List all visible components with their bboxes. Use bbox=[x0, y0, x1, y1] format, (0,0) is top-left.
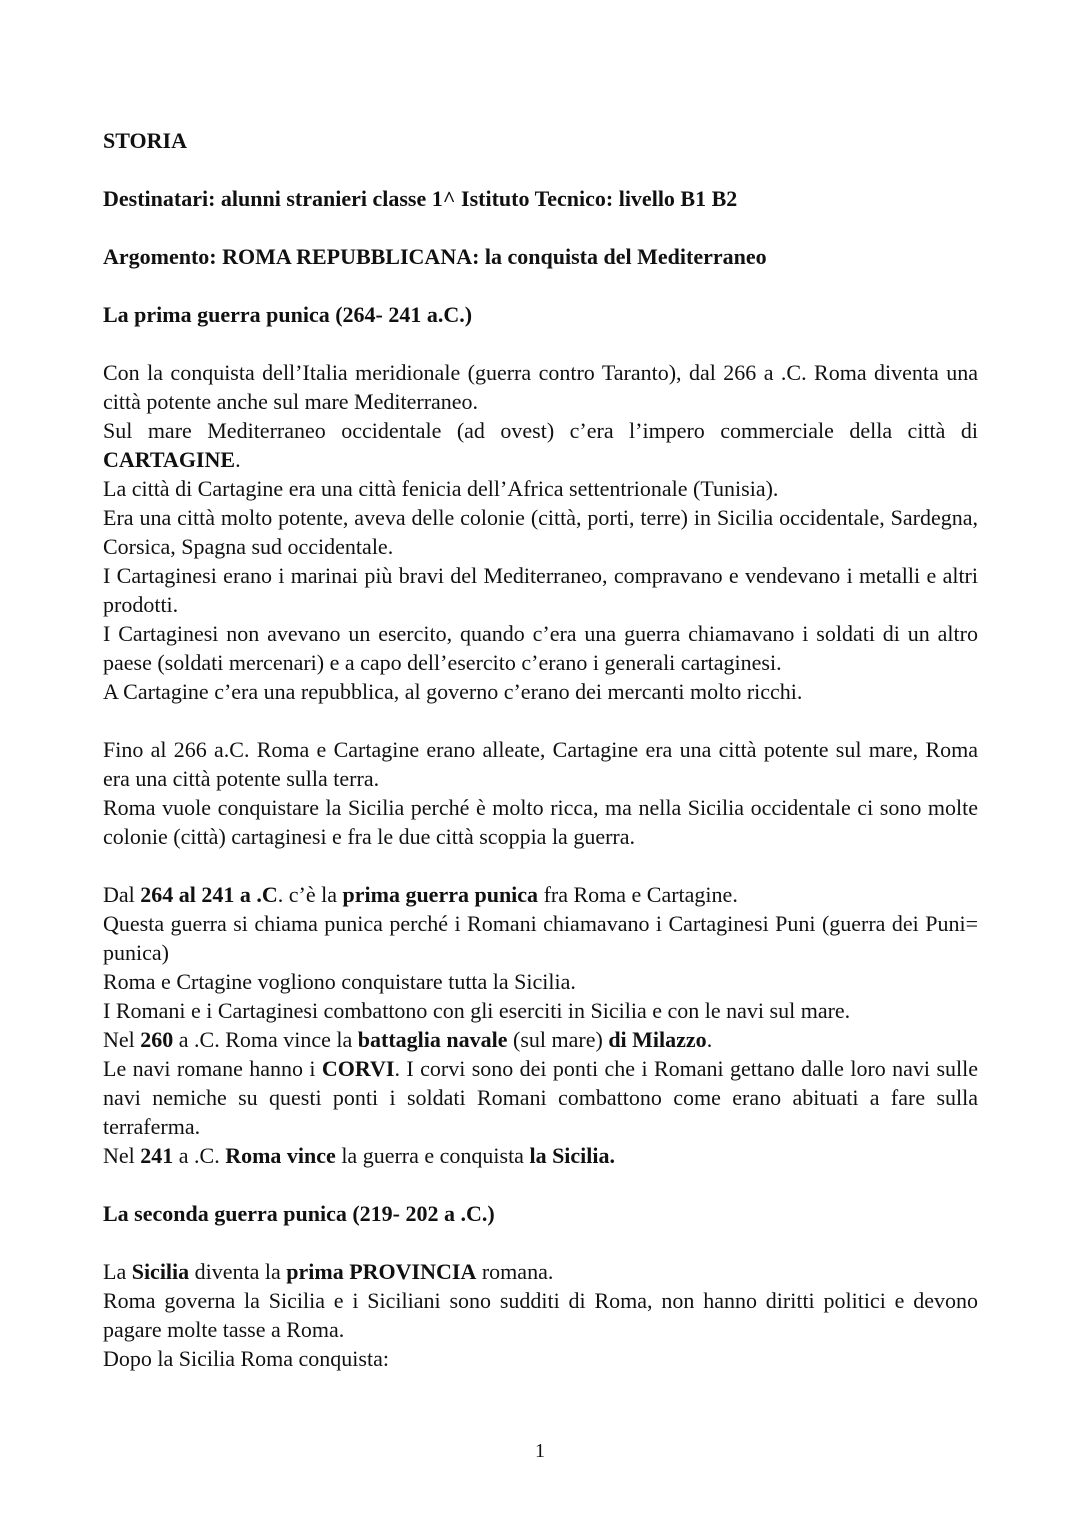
section-heading-second-punic-war: La seconda guerra punica (219- 202 a .C.) bbox=[103, 1201, 495, 1226]
bold-text-run: prima guerra punica bbox=[342, 882, 539, 907]
paragraph bbox=[103, 1286, 978, 1344]
text-run: I Cartaginesi erano i marinai più bravi del Mediterraneo, compravano e vendevano i metalli e altri prodotti. bbox=[103, 563, 978, 617]
text-run: La città di Cartagine era una città fenicia dell’Africa settentrionale (Tunisia). bbox=[103, 476, 779, 501]
bold-text-run: la Sicilia. bbox=[529, 1143, 616, 1168]
paragraph bbox=[103, 358, 978, 416]
paragraph bbox=[103, 474, 978, 503]
text-run: La bbox=[103, 1259, 132, 1284]
paragraph bbox=[103, 1257, 978, 1286]
paragraph bbox=[103, 735, 978, 793]
bold-text-run: Sicilia bbox=[131, 1259, 190, 1284]
text-run: Nel bbox=[103, 1027, 141, 1052]
paragraph-block-2 bbox=[103, 735, 978, 851]
text-run: a .C. bbox=[173, 1143, 226, 1168]
text-run: I Cartaginesi non avevano un esercito, quando c’era una guerra chiamavano i soldati di un altro paese (soldati mercenari) e a capo dell’esercito c’erano i generali cartaginesi. bbox=[103, 621, 978, 675]
text-run: . I corvi sono dei ponti che i Romani gettano dalle loro navi sulle navi nemiche su questi ponti i soldati Romani combattono come erano abituati a fare sulla terraferma. bbox=[103, 1056, 978, 1139]
text-run: diventa la bbox=[189, 1259, 287, 1284]
text-run: a .C. Roma vince la bbox=[173, 1027, 358, 1052]
paragraph-block-3 bbox=[103, 880, 978, 1170]
text-run: A Cartagine c’era una repubblica, al governo c’erano dei mercanti molto ricchi. bbox=[103, 679, 803, 704]
paragraph bbox=[103, 1054, 978, 1141]
paragraph bbox=[103, 561, 978, 619]
bold-text-run: di Milazzo bbox=[608, 1027, 707, 1052]
text-run: Roma governa la Sicilia e i Siciliani sono sudditi di Roma, non hanno diritti politici e devono pagare molte tasse a Roma. bbox=[103, 1288, 978, 1342]
paragraph bbox=[103, 1141, 978, 1170]
paragraph bbox=[103, 619, 978, 677]
paragraph bbox=[103, 909, 978, 967]
paragraph bbox=[103, 1344, 978, 1373]
document-content bbox=[103, 126, 978, 1373]
text-run: Questa guerra si chiama punica perché i Romani chiamavano i Cartaginesi Puni (guerra dei Puni= punica) bbox=[103, 911, 978, 965]
text-run: Dal bbox=[103, 882, 141, 907]
bold-text-run: CARTAGINE bbox=[103, 447, 236, 472]
paragraph bbox=[103, 967, 978, 996]
text-run: Nel bbox=[103, 1143, 141, 1168]
bold-text-run: 241 bbox=[140, 1143, 174, 1168]
text-run: Sul mare Mediterraneo occidentale (ad ovest) c’era l’impero commerciale della città di bbox=[103, 418, 978, 443]
text-run: . bbox=[235, 447, 241, 472]
text-run: Le navi romane hanno i bbox=[103, 1056, 322, 1081]
text-run: Roma e Crtagine vogliono conquistare tutta la Sicilia. bbox=[103, 969, 576, 994]
section-heading-first-punic-war: La prima guerra punica (264- 241 a.C.) bbox=[103, 302, 473, 327]
paragraph bbox=[103, 880, 978, 909]
bold-text-run: prima PROVINCIA bbox=[286, 1259, 477, 1284]
paragraph bbox=[103, 503, 978, 561]
page-number: 1 bbox=[535, 1440, 545, 1462]
bold-text-run: CORVI bbox=[321, 1056, 395, 1081]
bold-text-run: Roma vince bbox=[225, 1143, 336, 1168]
paragraph bbox=[103, 996, 978, 1025]
text-run: Era una città molto potente, aveva delle colonie (città, porti, terre) in Sicilia occidentale, Sardegna, Corsica, Spagna sud occidentale. bbox=[103, 505, 978, 559]
text-run: Fino al 266 a.C. Roma e Cartagine erano alleate, Cartagine era una città potente sul mare, Roma era una città potente sulla terra. bbox=[103, 737, 978, 791]
paragraph-block-4 bbox=[103, 1257, 978, 1373]
topic-line: Argomento: ROMA REPUBBLICANA: la conquista del Mediterraneo bbox=[103, 244, 767, 269]
bold-text-run: 260 bbox=[140, 1027, 174, 1052]
audience-line: Destinatari: alunni stranieri classe 1^ Istituto Tecnico: livello B1 B2 bbox=[103, 186, 738, 211]
bold-text-run: battaglia navale bbox=[357, 1027, 508, 1052]
text-run: . bbox=[706, 1027, 713, 1052]
paragraph bbox=[103, 416, 978, 474]
text-run: Con la conquista dell’Italia meridionale (guerra contro Taranto), dal 266 a .C. Roma diventa una città potente anche sul mare Mediterraneo. bbox=[103, 360, 978, 414]
text-run: (sul mare) bbox=[507, 1027, 609, 1052]
paragraph bbox=[103, 793, 978, 851]
text-run: Roma vuole conquistare la Sicilia perché è molto ricca, ma nella Sicilia occidentale ci sono molte colonie (città) cartaginesi e fra le due città scoppia la guerra. bbox=[103, 795, 978, 849]
text-run: Dopo la Sicilia Roma conquista: bbox=[103, 1346, 389, 1371]
text-run: fra Roma e Cartagine. bbox=[538, 882, 738, 907]
text-run: . c’è la bbox=[277, 882, 343, 907]
paragraph bbox=[103, 677, 978, 706]
paragraph-block-1 bbox=[103, 358, 978, 706]
text-run: I Romani e i Cartaginesi combattono con gli eserciti in Sicilia e con le navi sul mare. bbox=[103, 998, 851, 1023]
text-run: romana. bbox=[476, 1259, 554, 1284]
paragraph bbox=[103, 1025, 978, 1054]
bold-text-run: 264 al 241 a .C bbox=[140, 882, 278, 907]
text-run: la guerra e conquista bbox=[335, 1143, 530, 1168]
document-title: STORIA bbox=[103, 128, 187, 153]
